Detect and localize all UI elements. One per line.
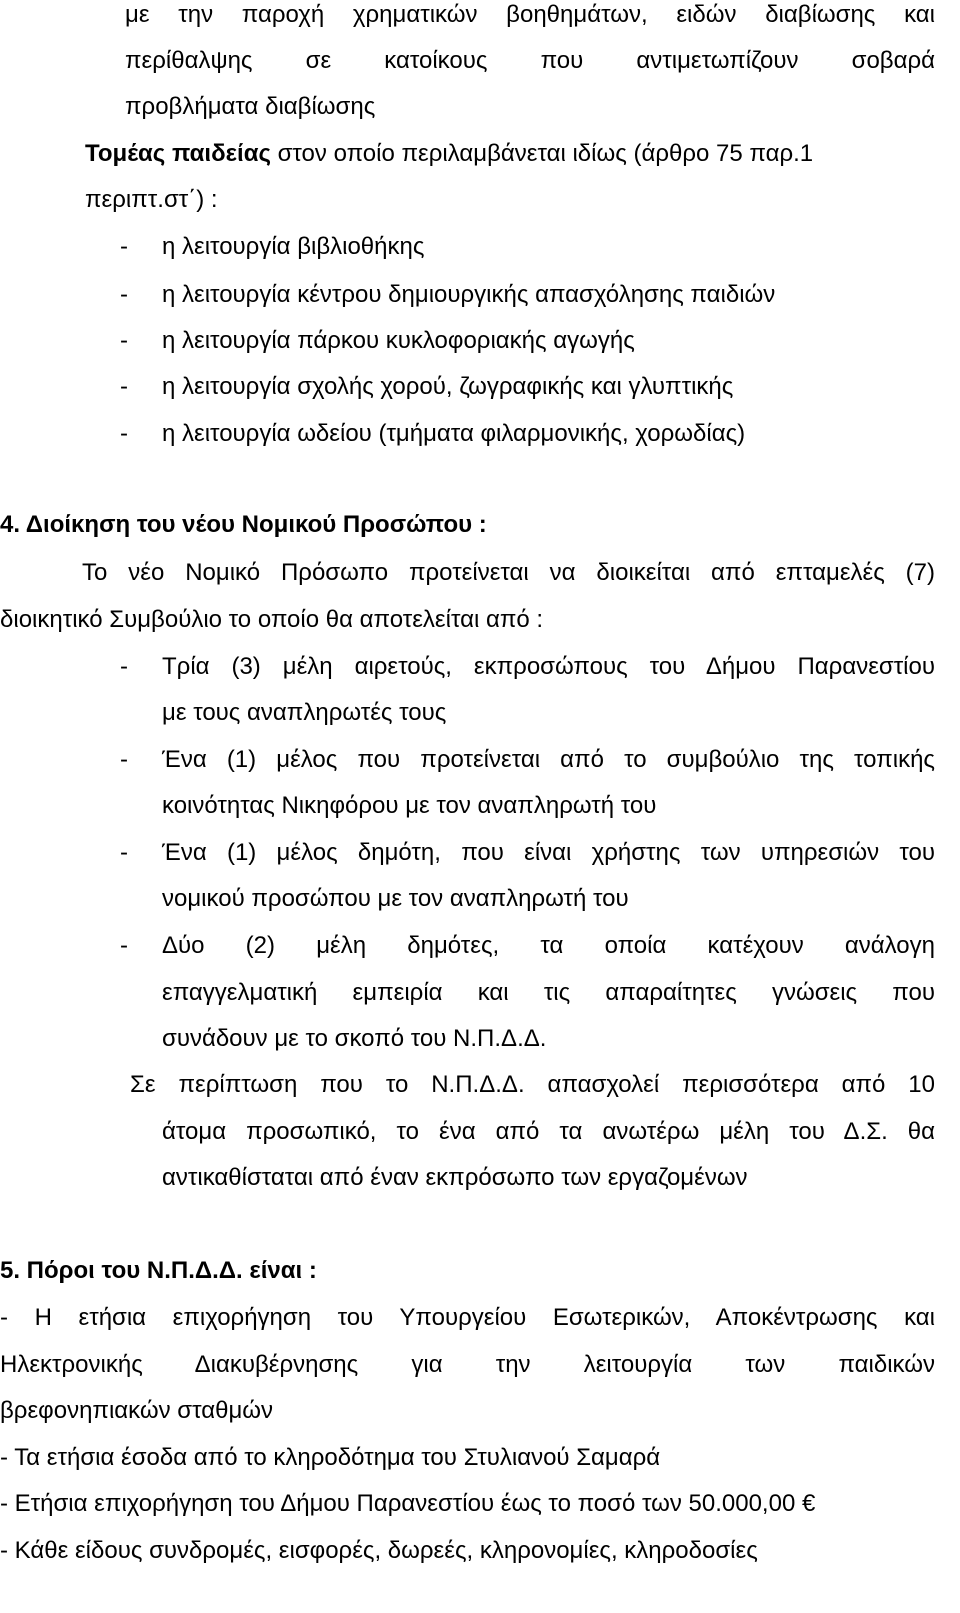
board-member-2-cont: κοινότητας Νικηφόρου με τον αναπληρωτή του <box>162 792 657 819</box>
education-text: στον οποίο περιλαμβάνεται ιδίως (άρθρο 75 παρ.1 <box>270 140 814 167</box>
board-member-4-cont-1: επαγγελματική εμπειρία και τις απαραίτητες γνώσεις που <box>162 979 935 1006</box>
note-line-1: Σε περίπτωση που το Ν.Π.Δ.Δ. απασχολεί περισσότερα από 10 <box>130 1071 935 1098</box>
intro-line-3: προβλήματα διαβίωσης <box>125 93 376 120</box>
education-item <box>120 280 776 310</box>
section-4-intro-2: διοικητικό Συμβούλιο το οποίο θα αποτελείται από : <box>0 606 544 633</box>
intro-line-1: με την παροχή χρηματικών βοηθημάτων, ειδών διαβίωσης και <box>125 1 935 28</box>
board-member-3-cont: νομικού προσώπου με τον αναπληρωτή του <box>162 885 629 912</box>
bullet-dash: - <box>120 653 128 680</box>
resource-3: - Ετήσια επιχορήγηση του Δήμου Παρανεστίου έως το ποσό των 50.000,00 € <box>0 1490 816 1517</box>
education-item-text: η λειτουργία πάρκου κυκλοφοριακής αγωγής <box>162 327 635 354</box>
bullet-dash: - <box>120 932 128 959</box>
resource-1-cont-2: βρεφονηπιακών σταθμών <box>0 1397 274 1424</box>
education-item-text: η λειτουργία κέντρου δημιουργικής απασχόλησης παιδιών <box>162 281 776 308</box>
resource-2: - Τα ετήσια έσοδα από το κληροδότημα του Στυλιανού Σαμαρά <box>0 1444 661 1471</box>
section-4-heading: 4. Διοίκηση του νέου Νομικού Προσώπου : <box>0 511 487 538</box>
resource-4: - Κάθε είδους συνδρομές, εισφορές, δωρεές, κληρονομίες, κληροδοσίες <box>0 1537 758 1564</box>
education-item-text: η λειτουργία σχολής χορού, ζωγραφικής και γλυπτικής <box>162 373 734 400</box>
section-5-heading: 5. Πόροι του Ν.Π.Δ.Δ. είναι : <box>0 1257 317 1284</box>
education-item-text: η λειτουργία ωδείου (τμήματα φιλαρμονικής, χορωδίας) <box>162 420 746 447</box>
bullet-dash: - <box>120 327 128 354</box>
education-item <box>120 419 746 449</box>
intro-line-2: περίθαλψης σε κατοίκους που αντιμετωπίζουν σοβαρά <box>125 47 935 74</box>
bullet-dash: - <box>120 839 128 866</box>
education-item <box>120 232 425 262</box>
bullet-dash: - <box>120 281 128 308</box>
education-label: Τομέας παιδείας <box>85 140 271 167</box>
resource-1-cont-1: Ηλεκτρονικής Διακυβέρνησης για την λειτουργία των παιδικών <box>0 1351 935 1378</box>
note-line-2: άτομα προσωπικό, το ένα από τα ανωτέρω μέλη του Δ.Σ. θα <box>162 1118 935 1145</box>
bullet-dash: - <box>120 420 128 447</box>
board-member-1-cont: με τους αναπληρωτές τους <box>162 699 447 726</box>
board-member-4: Δύο (2) μέλη δημότες, τα οποία κατέχουν ανάλογη <box>162 932 935 959</box>
education-line <box>85 139 813 169</box>
bullet-dash: - <box>120 746 128 773</box>
education-cont: περιπτ.στ΄) : <box>85 186 218 213</box>
education-item <box>120 372 734 402</box>
section-4-intro-1: Το νέο Νομικό Πρόσωπο προτείνεται να διοικείται από επταμελές (7) <box>82 559 935 586</box>
education-item-text: η λειτουργία βιβλιοθήκης <box>162 233 425 260</box>
bullet-dash: - <box>120 233 128 260</box>
bullet-dash: - <box>120 373 128 400</box>
board-member-1: Τρία (3) μέλη αιρετούς, εκπροσώπους του Δήμου Παρανεστίου <box>162 653 935 680</box>
resource-1: - Η ετήσια επιχορήγηση του Υπουργείου Εσωτερικών, Αποκέντρωσης και <box>0 1304 935 1331</box>
education-item <box>120 326 635 356</box>
board-member-4-cont-2: συνάδουν με το σκοπό του Ν.Π.Δ.Δ. <box>162 1025 547 1052</box>
note-line-3: αντικαθίσταται από έναν εκπρόσωπο των εργαζομένων <box>162 1164 748 1191</box>
board-member-2: Ένα (1) μέλος που προτείνεται από το συμβούλιο της τοπικής <box>162 746 935 773</box>
board-member-3: Ένα (1) μέλος δημότη, που είναι χρήστης των υπηρεσιών του <box>162 839 935 866</box>
